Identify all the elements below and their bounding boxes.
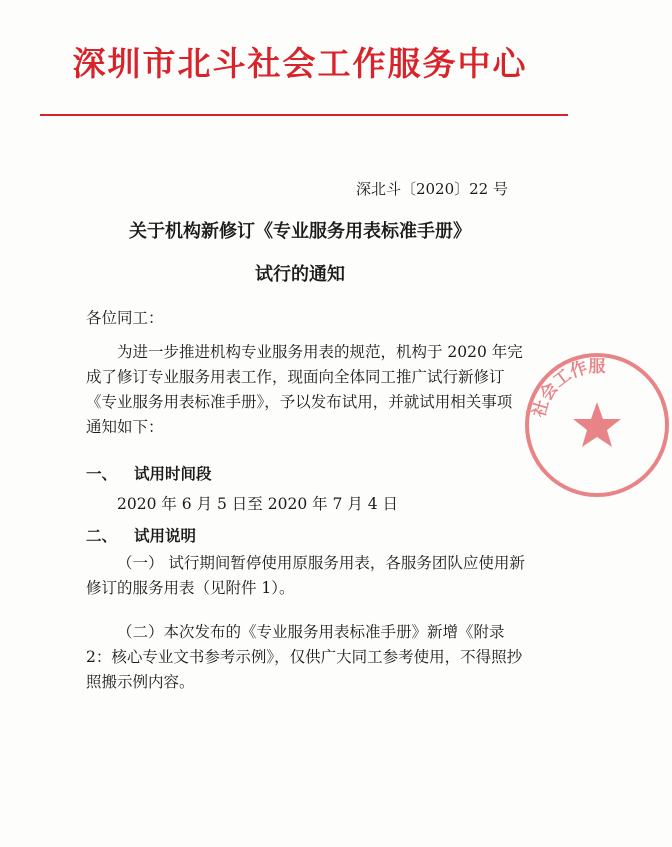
- letterhead-divider: [40, 114, 568, 116]
- notice-title-line-1: 关于机构新修订《专业服务用表标准手册》: [129, 221, 471, 242]
- trial-period-dates: 2020 年 6 月 5 日至 2020 年 7 月 4 日: [117, 495, 399, 513]
- section-heading-text: 试用说明: [134, 526, 197, 545]
- instruction-paragraph-1: （一） 试行期间暂停使用原服务用表，各服务团队应使用新修订的服务用表（见附件 1）。: [86, 554, 525, 597]
- section-number: 二、: [86, 526, 118, 545]
- document-number: 深北斗〔2020〕22 号: [355, 180, 508, 198]
- section-heading-text: 试用时间段: [134, 464, 212, 483]
- salutation: 各位同工：: [86, 309, 164, 327]
- official-seal-stamp: [522, 350, 672, 500]
- org-letterhead-title: 深圳市北斗社会工作服务中心: [72, 44, 528, 83]
- section-number: 一、: [86, 464, 118, 483]
- intro-paragraph: 为进一步推进机构专业服务用表的规范，机构于 2020 年完成了修订专业服务用表工作，现面向全体同工推广试行新修订《专业服务用表标准手册》，予以发布试用，并就试用相关事项通知如下：: [86, 343, 523, 436]
- seal-star-icon: [573, 402, 621, 447]
- instruction-paragraph-2: （二）本次发布的《专业服务用表标准手册》新增《附录 2：核心专业文书参考示例》，仅供广大同工参考使用，不得照抄照搬示例内容。: [86, 623, 523, 691]
- section-heading-1: [86, 462, 212, 484]
- seal-text: 社会工作服: [529, 356, 606, 420]
- notice-title-line-2: 试行的通知: [255, 264, 345, 285]
- section-heading-2: [86, 524, 196, 546]
